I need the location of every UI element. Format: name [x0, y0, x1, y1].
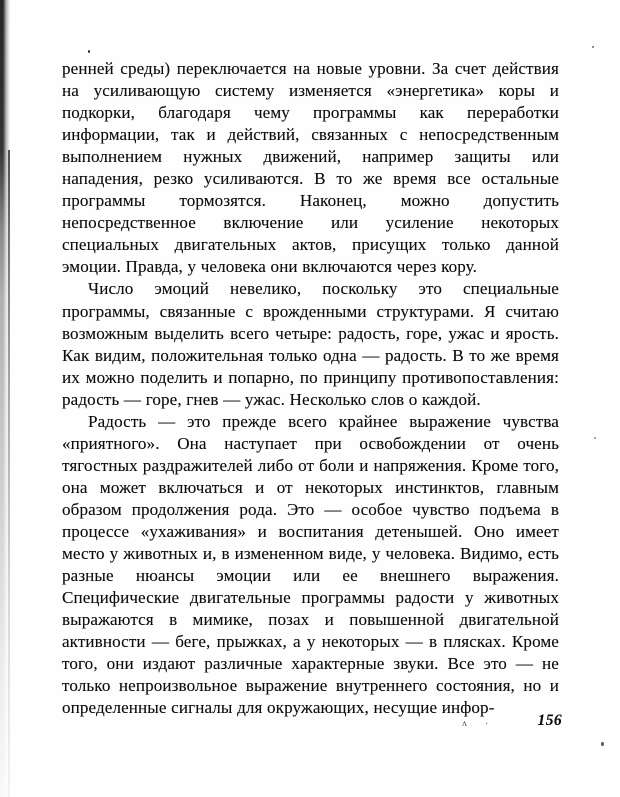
scan-smudge: ·	[485, 719, 489, 730]
dust-speck	[592, 46, 594, 48]
page-number: 156	[537, 712, 562, 729]
scan-smudge: ᴧ	[462, 718, 467, 729]
page-text-column	[62, 58, 559, 719]
paragraph: ренней среды) переключается на новые уровни. За счет действия на усиливающую систему изменяется «энергетика» коры и подкорки, благодаря чему программы как переработки информации, так и действий, связанных с непосредственным выполнением нужных движений, например защиты или нападения, резко усиливаются. В то же время все остальные программы тормозятся. Наконец, можно допустить непосредственное включение или усиление некоторых специальных двигательных актов, присущих только данной эмоции. Правда, у человека они включаются через кору.	[62, 59, 559, 277]
dust-speck	[601, 742, 604, 746]
paragraph: Радость — это прежде всего крайнее выражение чувства «приятного». Она наступает при освобождении от очень тягостных раздражителей либо от боли и напряжения. Кроме того, она может включаться и от некоторых инстинктов, главным образом продолжения рода. Это — особое чувство подъема в процессе «ухаживания» и воспитания детенышей. Оно имеет место у животных и, в измененном виде, у человека. Видимо, есть разные нюансы эмоции или ее внешнего выражения. Специфические двигательные программы радости у животных выражаются в мимике, позах и повышенной двигательной активности — беге, прыжках, а у некоторых — в плясках. Кроме того, они издают различные характерные звуки. Все это — не только непроизвольное выражение внутреннего состояния, но и определенные сигналы для окружающих, несущие инфор-	[62, 411, 559, 718]
dust-speck	[594, 437, 596, 439]
scan-edge-hairline	[8, 150, 10, 797]
dust-speck	[88, 50, 90, 53]
paragraph: Число эмоций невелико, поскольку это специальные программы, связанные с врожденными структурами. Я считаю возможным выделить всего четыре: радость, горе, ужас и ярость. Как видим, положительная только одна — радость. В то же время их можно поделить и попарно, по принципу противопоставления: радость — горе, гнев — ужас. Несколько слов о каждой.	[62, 279, 559, 409]
scan-edge-artifact	[0, 0, 10, 797]
